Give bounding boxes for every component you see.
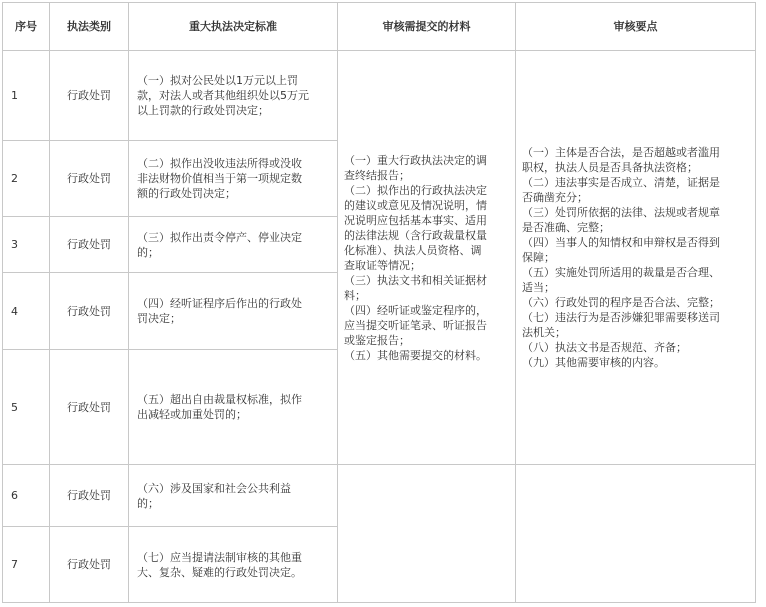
row-seq: 1 [3, 51, 50, 141]
row-category: 行政处罚 [50, 273, 129, 350]
points-line: （六）行政处罚的程序是否合法、完整； [522, 296, 720, 309]
row-seq: 4 [3, 273, 50, 350]
standard-line: 额的行政处罚决定； [137, 187, 236, 200]
materials-line: 查取证等情况； [344, 258, 421, 272]
row-seq: 3 [3, 217, 50, 273]
standard-line: （二）拟作出没收违法所得或没收 [137, 157, 302, 170]
standard-line: 以上罚款的行政处罚决定； [137, 104, 269, 117]
row-standard [129, 465, 338, 527]
header-materials: 审核需提交的材料 [338, 3, 516, 51]
row-standard [129, 273, 338, 350]
points-line: 适当； [522, 281, 555, 294]
standard-line: 罚决定； [137, 312, 181, 325]
header-category: 执法类别 [50, 3, 129, 51]
points-line: 法机关； [522, 326, 566, 339]
row-category: 行政处罚 [50, 217, 129, 273]
row-seq: 5 [3, 350, 50, 465]
standard-line: （一）拟对公民处以1万元以上罚 [137, 74, 298, 87]
materials-line: （五）其他需要提交的材料。 [344, 348, 487, 362]
materials-line: （四）经听证或鉴定程序的， [344, 303, 487, 317]
row-standard [129, 527, 338, 603]
materials-line: （二）拟作出的行政执法决定 [344, 183, 487, 197]
materials-line: 的建议或意见及情况说明，情 [344, 198, 487, 212]
materials-line: 或鉴定报告； [344, 333, 410, 347]
points-line: （八）执法文书是否规范、齐备； [522, 341, 687, 354]
materials-cell [338, 51, 516, 465]
row-standard [129, 217, 338, 273]
standard-line: （六）涉及国家和社会公共利益 [137, 481, 291, 495]
materials-line: 化标准）、执法人员资格、调 [344, 243, 482, 257]
table-row [3, 465, 756, 527]
row-category: 行政处罚 [50, 141, 129, 217]
materials-line: 查终结报告； [344, 168, 410, 182]
standard-line: （三）拟作出责令停产、停业决定 [137, 230, 302, 244]
standard-line: 的； [137, 245, 159, 259]
points-line: （三）处罚所依据的法律、法规或者规章 [522, 206, 720, 219]
row-seq: 6 [3, 465, 50, 527]
header-points: 审核要点 [516, 3, 756, 51]
header-standard: 重大执法决定标准 [129, 3, 338, 51]
row-standard [129, 350, 338, 465]
points-line: （一）主体是否合法，是否超越或者滥用 [522, 146, 720, 159]
points-line: （二）违法事实是否成立、清楚，证据是 [522, 176, 720, 189]
standard-line: （五）超出自由裁量权标准，拟作 [137, 393, 302, 406]
enforcement-table [2, 2, 756, 603]
row-seq: 2 [3, 141, 50, 217]
row-category: 行政处罚 [50, 51, 129, 141]
points-line: （九）其他需要审核的内容。 [522, 356, 665, 369]
row-category: 行政处罚 [50, 350, 129, 465]
points-line: 职权，执法人员是否具备执法资格； [522, 161, 698, 174]
materials-line: 的法律法规（含行政裁量权量 [344, 228, 487, 242]
points-cell [516, 51, 756, 465]
points-line: （四）当事人的知情权和申辩权是否得到 [522, 236, 720, 249]
header-row [3, 3, 756, 51]
row-category: 行政处罚 [50, 465, 129, 527]
standard-line: （七）应当提请法制审核的其他重 [137, 550, 302, 564]
header-seq: 序号 [3, 3, 50, 51]
points-empty-cell [516, 465, 756, 603]
row-standard [129, 51, 338, 141]
standard-line: 款，对法人或者其他组织处以5万元 [137, 89, 309, 102]
standard-line: 出减轻或加重处罚的； [137, 408, 247, 421]
materials-line: 料； [344, 288, 366, 302]
materials-empty-cell [338, 465, 516, 603]
standard-line: 的； [137, 496, 159, 510]
standard-line: （四）经听证程序后作出的行政处 [137, 297, 302, 310]
standard-line: 大、复杂、疑难的行政处罚决定。 [137, 565, 302, 579]
standard-line: 非法财物价值相当于第一项规定数 [137, 172, 302, 185]
materials-line: （三）执法文书和相关证据材 [344, 273, 487, 287]
materials-line: 应当提交听证笔录、听证报告 [344, 318, 487, 332]
materials-line: （一）重大行政执法决定的调 [344, 153, 487, 167]
points-line: （五）实施处罚所适用的裁量是否合理、 [522, 266, 720, 279]
points-line: 否确凿充分； [522, 191, 588, 204]
points-line: 保障； [522, 251, 555, 264]
points-line: （七）违法行为是否涉嫌犯罪需要移送司 [522, 311, 720, 324]
row-standard [129, 141, 338, 217]
materials-line: 况说明应包括基本事实、适用 [344, 213, 487, 227]
table-row [3, 51, 756, 141]
row-seq: 7 [3, 527, 50, 603]
points-line: 是否准确、完整； [522, 221, 610, 234]
row-category: 行政处罚 [50, 527, 129, 603]
